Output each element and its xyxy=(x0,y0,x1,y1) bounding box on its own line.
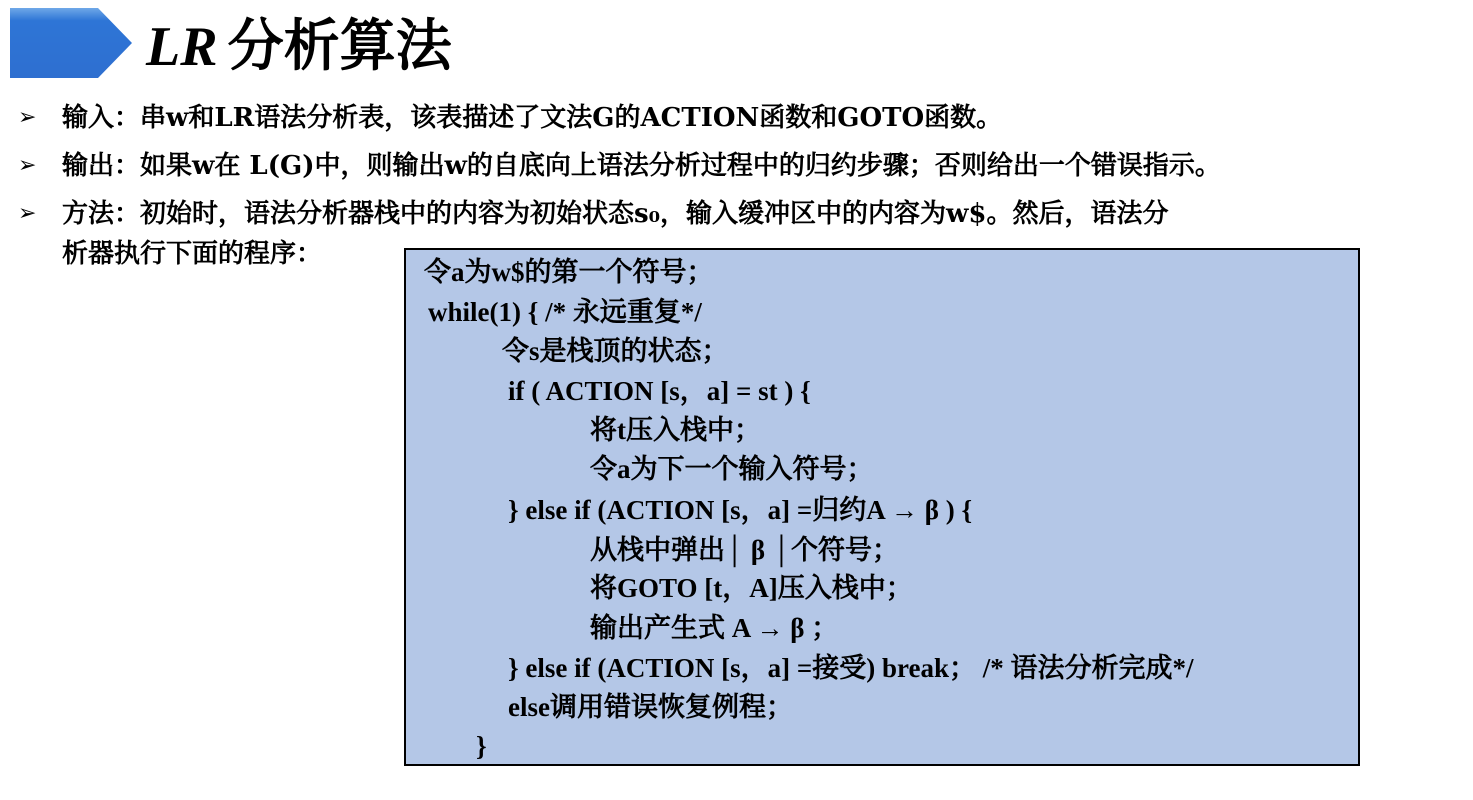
code-line: while(1) { /* 永远重复*/ xyxy=(428,297,702,327)
code-line: } else if (ACTION [s，a] =接受) break； /* 语法分析完成*/ xyxy=(508,653,1194,683)
title-arrow-icon xyxy=(10,8,132,78)
code-line: } xyxy=(476,731,487,761)
bullet-arrow-icon: ➢ xyxy=(18,105,37,130)
code-line: 将GOTO [t，A]压入栈中； xyxy=(590,573,913,603)
bullet-method-text: 方法：初始时，语法分析器栈中的内容为初始状态s₀，输入缓冲区中的内容为w$。然后，语法分 xyxy=(62,199,1169,229)
bullet-input xyxy=(18,96,1002,140)
bullet-arrow-icon: ➢ xyxy=(18,153,37,178)
code-line: 从栈中弹出│ β │个符号； xyxy=(590,535,899,565)
code-line: } else if (ACTION [s，a] =归约A → β ) { xyxy=(508,495,973,525)
bullet-output xyxy=(18,144,1221,188)
title-text: 分析算法 xyxy=(227,14,452,79)
code-line: 令s是栈顶的状态； xyxy=(502,336,729,366)
bullet-method xyxy=(18,192,1169,236)
algorithm-code-box xyxy=(404,248,1360,766)
code-line: else调用错误恢复例程； xyxy=(508,692,793,722)
title-lr: LR xyxy=(146,16,218,78)
bullet-arrow-icon: ➢ xyxy=(18,201,37,226)
code-line: 令a为w$的第一个符号； xyxy=(424,257,714,287)
code-line: 输出产生式 A → β ； xyxy=(590,613,839,643)
bullet-output-text: 输出：如果w在 L(G)中，则输出w的自底向上语法分析过程中的归约步骤；否则给出一个错误指示。 xyxy=(62,151,1221,181)
bullet-input-text: 输入：串w和LR语法分析表，该表描述了文法G的ACTION函数和GOTO函数。 xyxy=(62,103,1003,133)
code-line: 将t压入栈中； xyxy=(590,415,761,445)
bullet-method-continuation: 析器执行下面的程序： xyxy=(62,239,323,269)
code-line: 令a为下一个输入符号； xyxy=(590,454,874,484)
page-title xyxy=(146,10,452,82)
code-line: if ( ACTION [s，a] = st ) { xyxy=(508,376,811,406)
